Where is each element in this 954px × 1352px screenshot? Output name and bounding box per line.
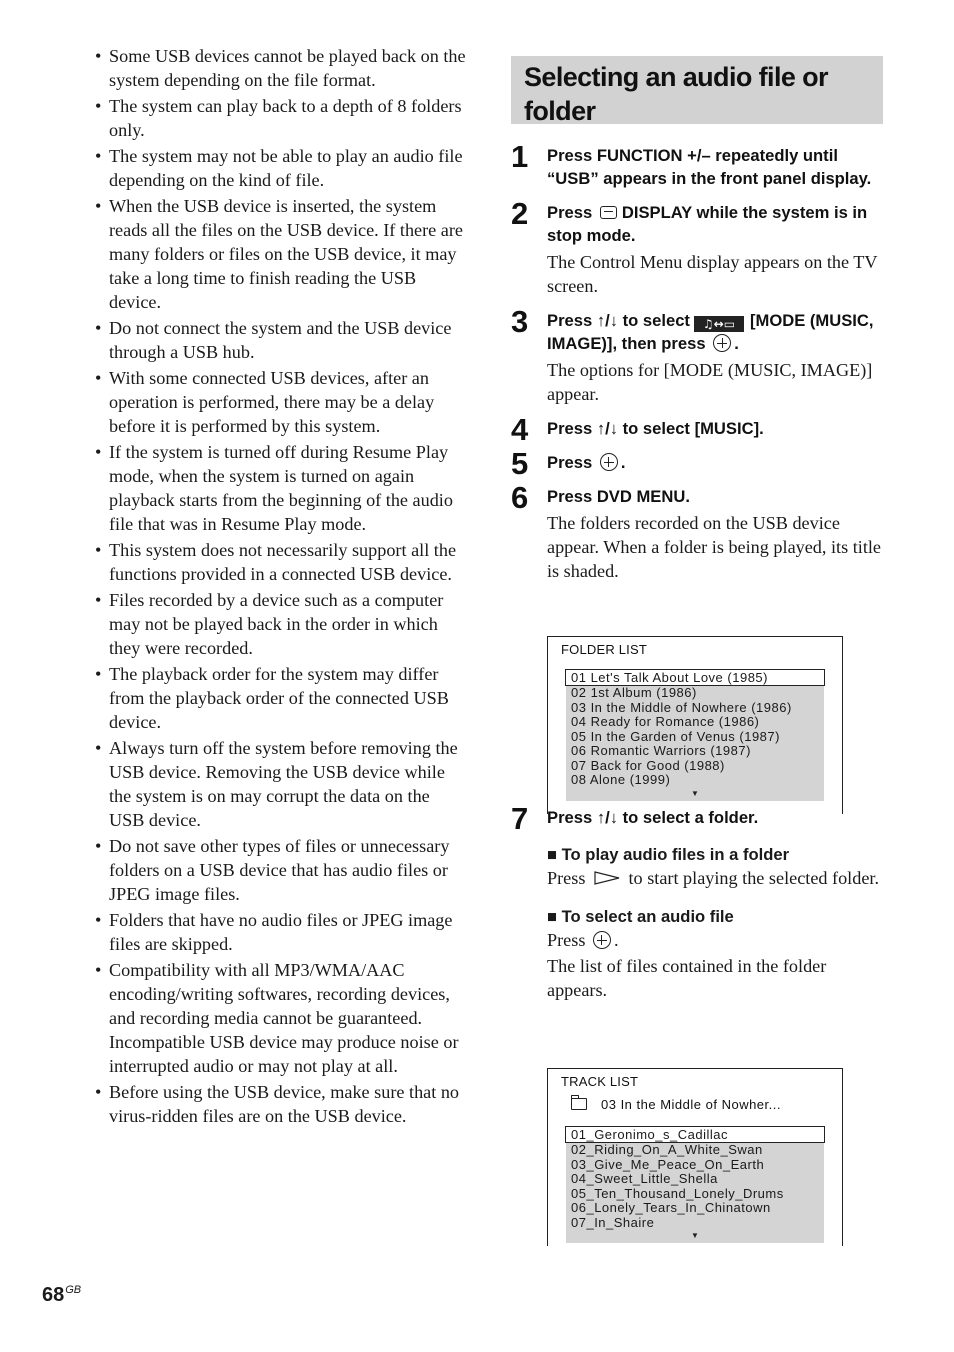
page-number-value: 68 bbox=[42, 1284, 65, 1306]
step-7 bbox=[511, 801, 883, 1002]
note-item: • Folders that have no audio files or JPEG image files are skipped. bbox=[94, 908, 466, 956]
step-heading bbox=[547, 201, 883, 247]
folder-list-item[interactable]: 05 In the Garden of Venus (1987) bbox=[571, 729, 780, 744]
subsection-body bbox=[547, 928, 883, 952]
note-item: • When the USB device is inserted, the system reads all the files on the USB device. If there are many folders or files on the USB device, it may take a long time to finish reading the USB device. bbox=[94, 194, 466, 314]
notes-list bbox=[94, 44, 466, 1130]
step-body: The Control Menu display appears on the TV screen. bbox=[547, 252, 878, 296]
step-3 bbox=[511, 304, 883, 406]
track-list-item[interactable]: 07_In_Shaire bbox=[571, 1215, 655, 1230]
folder-list-item[interactable]: 02 1st Album (1986) bbox=[571, 686, 697, 700]
square-bullet-icon: ■ bbox=[547, 907, 558, 926]
folder-list-item[interactable]: 08 Alone (1999) bbox=[571, 773, 671, 787]
step-number: 3 bbox=[511, 304, 529, 339]
track-list-item[interactable]: 03_Give_Me_Peace_On_Earth bbox=[571, 1157, 765, 1172]
track-list-item[interactable]: 05_Ten_Thousand_Lonely_Drums bbox=[571, 1186, 784, 1201]
step-heading-text: Press ↑/↓ to select bbox=[547, 311, 690, 330]
step-6 bbox=[511, 480, 883, 583]
scroll-down-icon[interactable]: ▼ bbox=[691, 1231, 699, 1240]
folder-list-title: FOLDER LIST bbox=[561, 642, 647, 657]
step-heading-text: . bbox=[620, 453, 626, 472]
step-number: 5 bbox=[511, 446, 529, 481]
subsection-text: The list of files contained in the folder appears. bbox=[547, 956, 827, 1000]
display-button-icon bbox=[600, 206, 617, 219]
subsection-text: to start playing the selected folder. bbox=[628, 868, 880, 888]
step-number: 7 bbox=[511, 801, 529, 836]
step-heading: Press DVD MENU. bbox=[547, 487, 690, 506]
track-list-box bbox=[566, 1126, 824, 1243]
subsection-text: Press bbox=[547, 868, 586, 888]
track-list-item[interactable]: 04_Sweet_Little_Shella bbox=[571, 1172, 718, 1186]
note-item: • Always turn off the system before removing the USB device. Removing the USB device while the system is on may corrupt the data on the USB device. bbox=[94, 736, 466, 832]
page-region-suffix: GB bbox=[65, 1284, 82, 1296]
note-item: • Do not save other types of files or unnecessary folders on a USB device that has audio files or JPEG image files. bbox=[94, 834, 466, 906]
step-2 bbox=[511, 196, 883, 298]
note-item: • Do not connect the system and the USB device through a USB hub. bbox=[94, 316, 466, 364]
step-number: 6 bbox=[511, 480, 529, 515]
enter-button-icon bbox=[713, 334, 731, 352]
instructions-column bbox=[511, 56, 883, 1002]
note-item: • Some USB devices cannot be played back on the system depending on the file format. bbox=[94, 44, 466, 92]
step-heading-text: DISPLAY while the system is in stop mode. bbox=[547, 203, 868, 245]
enter-button-icon bbox=[600, 453, 618, 471]
step-heading-text: Press bbox=[547, 203, 593, 222]
track-list-screen bbox=[547, 1068, 843, 1246]
note-item: • With some connected USB devices, after an operation is performed, there may be a delay before it is performed by this system. bbox=[94, 366, 466, 438]
step-heading: Press ↑/↓ to select [MUSIC]. bbox=[547, 419, 764, 438]
step-4 bbox=[511, 412, 883, 447]
subsection-heading-play bbox=[547, 843, 883, 866]
folder-list-box bbox=[566, 669, 824, 801]
square-bullet-icon: ■ bbox=[547, 845, 558, 864]
section-title: Selecting an audio file or folder bbox=[511, 56, 883, 124]
step-heading-text: Press bbox=[547, 453, 593, 472]
note-item: • Before using the USB device, make sure that no virus-ridden files are on the USB device. bbox=[94, 1080, 466, 1128]
step-number: 1 bbox=[511, 139, 529, 174]
subsection-text: . bbox=[613, 930, 619, 950]
step-body: The options for [MODE (MUSIC, IMAGE)] appear. bbox=[547, 360, 873, 404]
note-item: • This system does not necessarily support all the functions provided in a connected USB device. bbox=[94, 538, 466, 586]
enter-button-icon bbox=[593, 931, 611, 949]
subsection-body bbox=[547, 866, 883, 891]
subsection-text: Press bbox=[547, 930, 586, 950]
subsection-heading-text: To play audio files in a folder bbox=[561, 845, 790, 864]
note-item: • If the system is turned off during Resume Play mode, when the system is turned on again playback starts from the beginning of the audio file that was in Resume Play mode. bbox=[94, 440, 466, 536]
track-list-item[interactable]: 02_Riding_On_A_White_Swan bbox=[571, 1143, 763, 1157]
folder-list-item[interactable]: 04 Ready for Romance (1986) bbox=[571, 715, 760, 729]
note-item: • Files recorded by a device such as a computer may not be played back in the order in which they were recorded. bbox=[94, 588, 466, 660]
folder-list-item[interactable]: 07 Back for Good (1988) bbox=[571, 758, 725, 773]
step-1 bbox=[511, 139, 883, 190]
note-item: • The playback order for the system may differ from the playback order of the connected USB device. bbox=[94, 662, 466, 734]
current-folder bbox=[548, 1089, 842, 1112]
step-heading bbox=[547, 451, 883, 474]
track-list-title: TRACK LIST bbox=[561, 1074, 639, 1089]
page-number bbox=[42, 1284, 81, 1307]
track-list-item[interactable]: 06_Lonely_Tears_In_Chinatown bbox=[571, 1201, 771, 1215]
step-number: 4 bbox=[511, 412, 529, 447]
step-heading: Press FUNCTION +/– repeatedly until “USB” appears in the front panel display. bbox=[547, 146, 872, 188]
play-icon bbox=[594, 867, 620, 891]
track-list-item[interactable]: 01_Geronimo_s_Cadillac bbox=[565, 1126, 825, 1143]
note-item: • Compatibility with all MP3/WMA/AAC encoding/writing softwares, recording devices, and recording media cannot be guaranteed. Incompatible USB device may produce noise or interrupted audio or may not play at all. bbox=[94, 958, 466, 1078]
folder-list-item[interactable]: 01 Let's Talk About Love (1985) bbox=[565, 669, 825, 686]
note-item: • The system can play back to a depth of 8 folders only. bbox=[94, 94, 466, 142]
step-number: 2 bbox=[511, 196, 529, 231]
step-heading-text: [MODE (MUSIC, IMAGE)], then press bbox=[547, 311, 874, 353]
step-heading-text: . bbox=[734, 334, 739, 353]
folder-list-item[interactable]: 06 Romantic Warriors (1987) bbox=[571, 744, 751, 758]
note-item: • The system may not be able to play an audio file depending on the kind of file. bbox=[94, 144, 466, 192]
subsection-heading-select bbox=[547, 905, 883, 928]
subsection-heading-text: To select an audio file bbox=[561, 907, 734, 926]
step-5 bbox=[511, 446, 883, 481]
folder-list-screen bbox=[547, 636, 843, 814]
step-body: The folders recorded on the USB device appear. When a folder is being played, its title is shaded. bbox=[547, 513, 882, 581]
music-image-mode-icon: ♫↔▭ bbox=[694, 316, 744, 332]
step-heading bbox=[547, 309, 883, 355]
current-folder-name: 03 In the Middle of Nowher... bbox=[601, 1097, 781, 1112]
scroll-down-icon[interactable]: ▼ bbox=[691, 788, 699, 798]
folder-list-item[interactable]: 03 In the Middle of Nowhere (1986) bbox=[571, 700, 792, 715]
folder-icon bbox=[571, 1098, 587, 1110]
step-heading: Press ↑/↓ to select a folder. bbox=[547, 808, 759, 827]
